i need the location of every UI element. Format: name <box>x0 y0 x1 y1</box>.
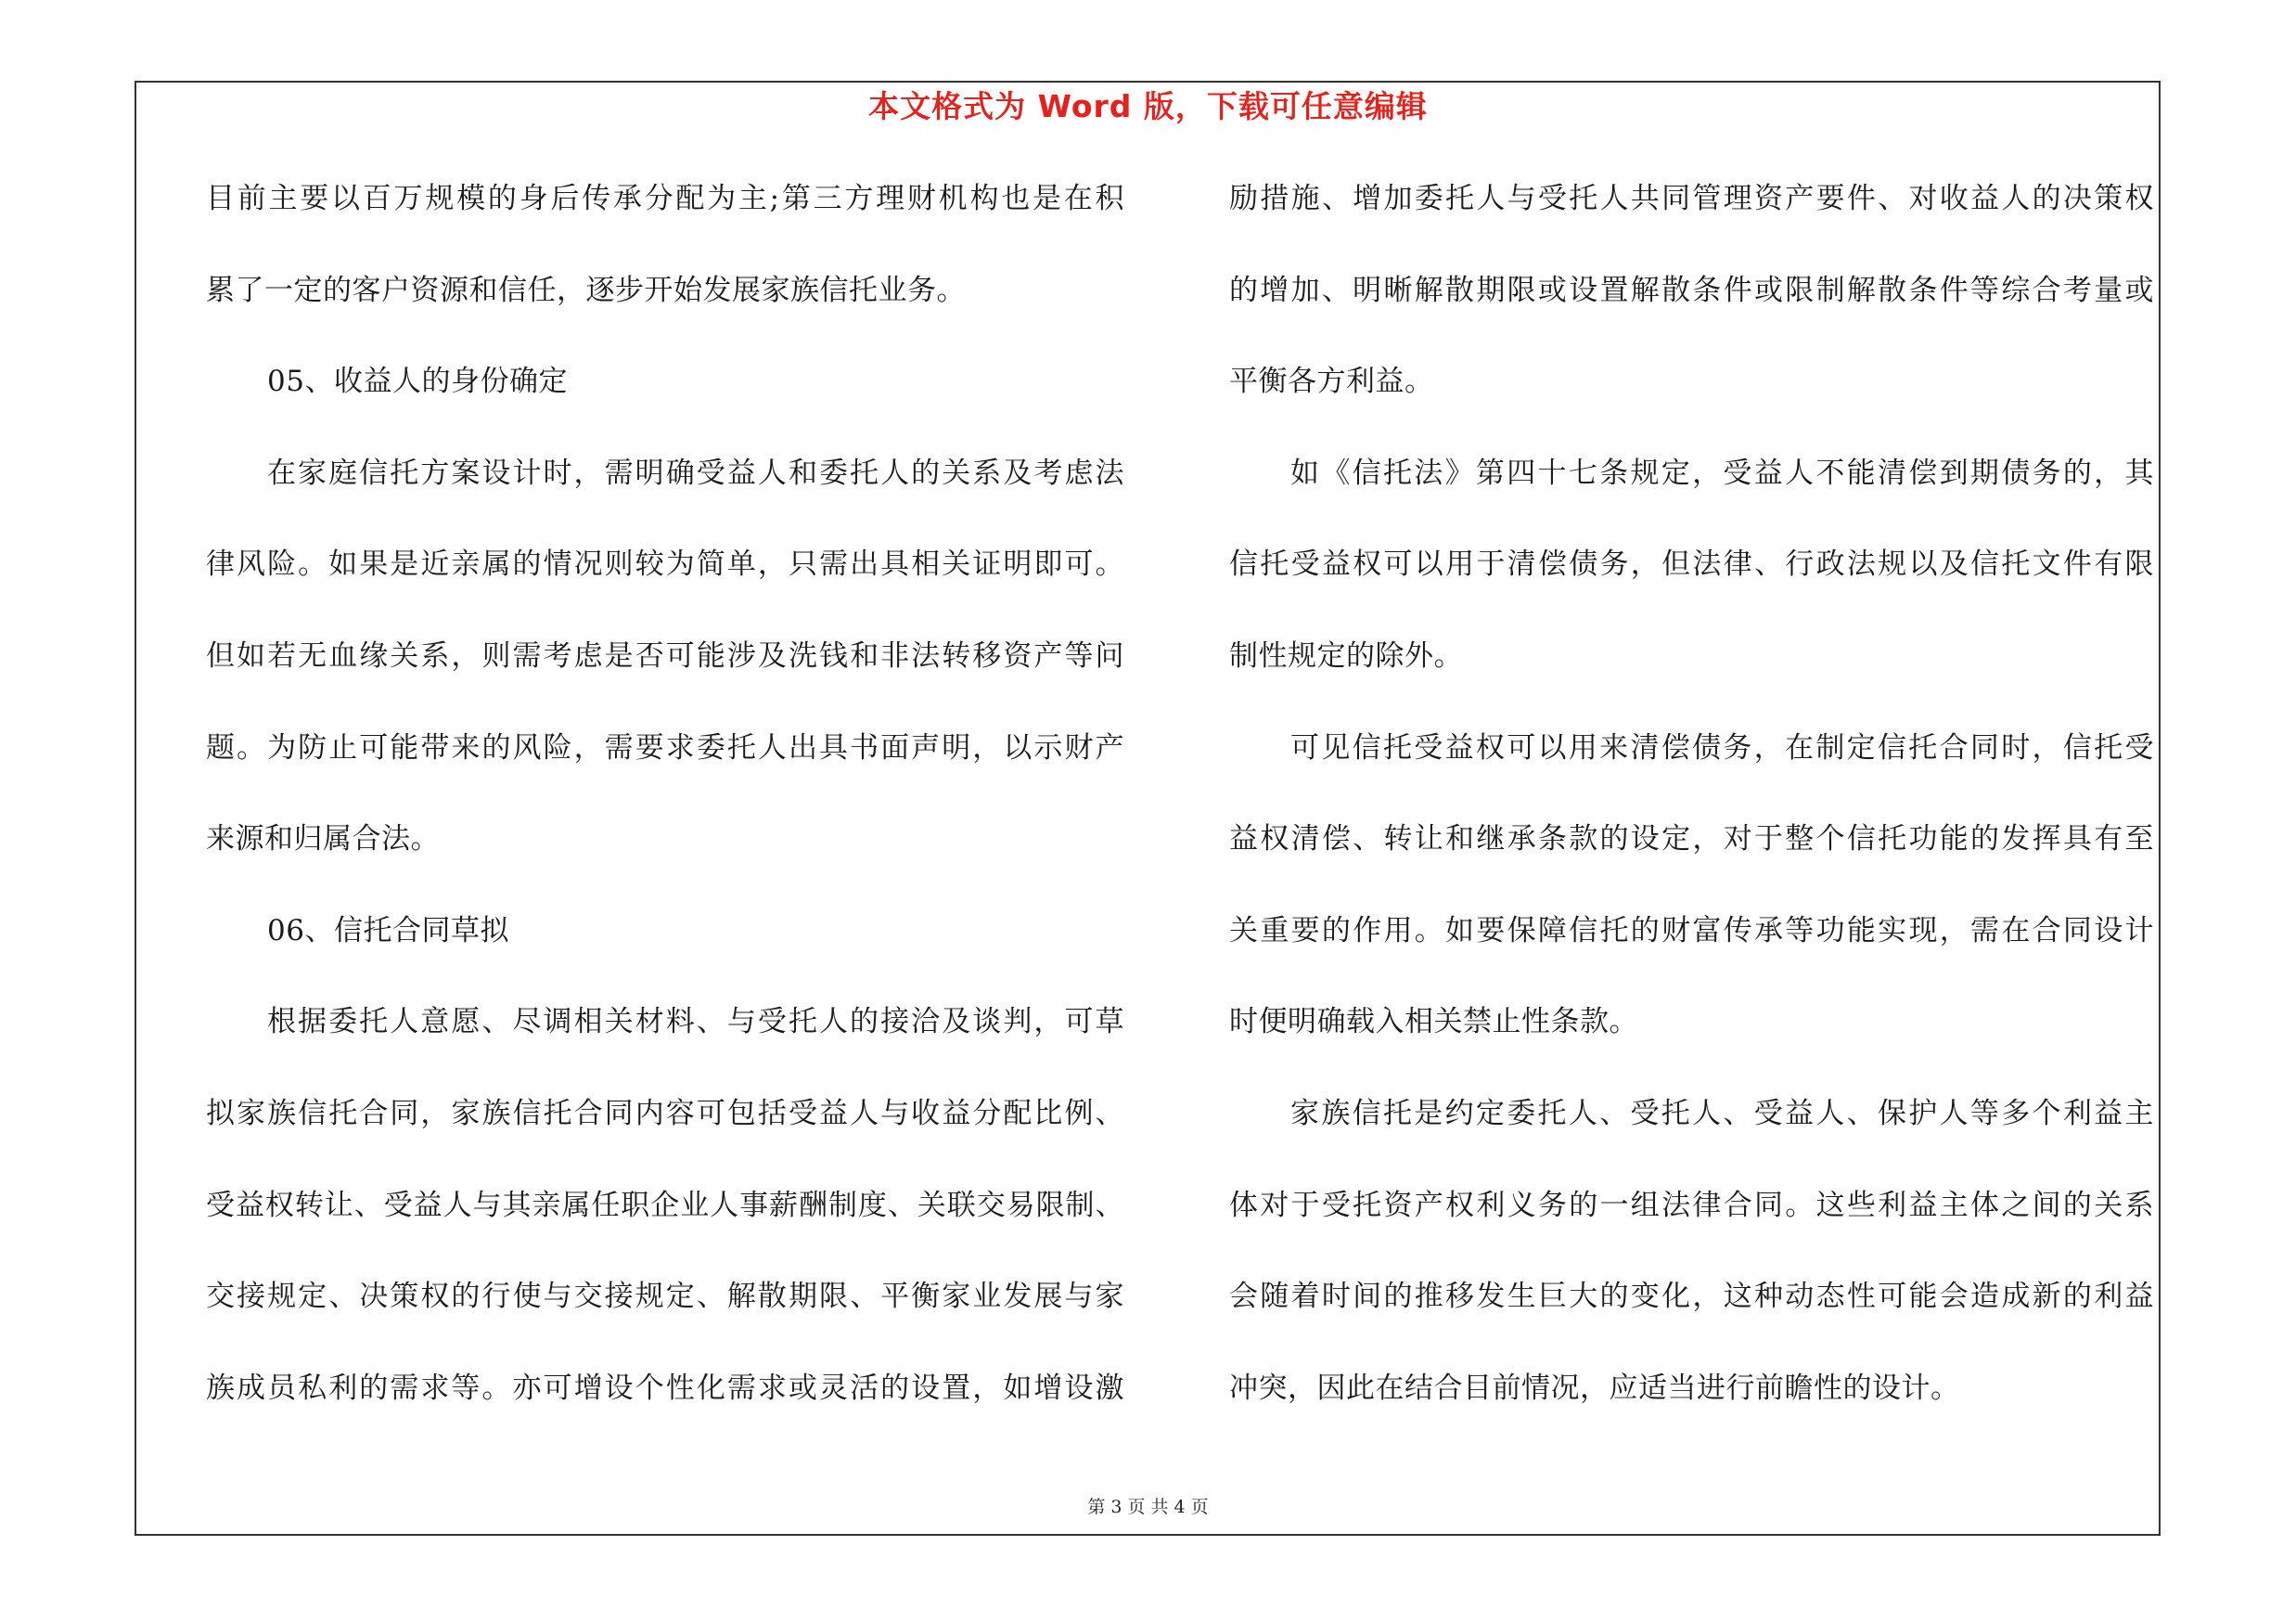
page-number-footer: 第 3 页 共 4 页 <box>1087 1497 1209 1517</box>
text-line: 制性规定的除外。 <box>1229 638 1463 673</box>
text-line: 来源和归属合法。 <box>206 822 440 857</box>
text-line: 会随着时间的推移发生巨大的变化，这种动态性可能会造成新的利益 <box>1229 1280 2154 1314</box>
text-line: 累了一定的客户资源和信任，逐步开始发展家族信托业务。 <box>206 273 966 307</box>
text-line: 在家庭信托方案设计时，需明确受益人和委托人的关系及考虑法 <box>267 456 1124 490</box>
text-line: 受益权转让、受益人与其亲属任职企业人事薪酬制度、关联交易限制、 <box>206 1188 1124 1222</box>
text-line: 时便明确载入相关禁止性条款。 <box>1229 1005 1638 1039</box>
text-line: 但如若无血缘关系，则需考虑是否可能涉及洗钱和非法转移资产等问 <box>206 638 1124 673</box>
left-column <box>206 182 1124 1462</box>
text-line: 可见信托受益权可以用来清偿债务，在制定信托合同时，信托受 <box>1290 730 2154 765</box>
text-line: 冲突，因此在结合目前情况，应适当进行前瞻性的设计。 <box>1229 1371 1960 1405</box>
text-line: 06、信托合同草拟 <box>267 913 509 947</box>
text-line: 根据委托人意愿、尽调相关材料、与受托人的接洽及谈判，可草 <box>267 1005 1124 1039</box>
text-line: 题。为防止可能带来的风险，需要求委托人出具书面声明，以示财产 <box>206 730 1124 765</box>
text-line: 信托受益权可以用于清偿债务，但法律、行政法规以及信托文件有限 <box>1229 547 2154 582</box>
text-line: 体对于受托资产权利义务的一组法律合同。这些利益主体之间的关系 <box>1229 1188 2154 1222</box>
text-line: 05、收益人的身份确定 <box>267 365 568 399</box>
text-line: 目前主要以百万规模的身后传承分配为主;第三方理财机构也是在积 <box>206 182 1124 215</box>
right-column <box>1229 182 2154 1462</box>
text-line: 族成员私利的需求等。亦可增设个性化需求或灵活的设置，如增设激 <box>206 1371 1124 1405</box>
text-line: 如《信托法》第四十七条规定，受益人不能清偿到期债务的，其 <box>1290 456 2154 490</box>
text-line: 平衡各方利益。 <box>1229 365 1434 399</box>
text-line: 益权清偿、转让和继承条款的设定，对于整个信托功能的发挥具有至 <box>1229 822 2154 857</box>
text-line: 拟家族信托合同，家族信托合同内容可包括受益人与收益分配比例、 <box>206 1096 1124 1130</box>
word-format-banner: 本文格式为 Word 版，下载可任意编辑 <box>868 88 1428 124</box>
text-line: 关重要的作用。如要保障信托的财富传承等功能实现，需在合同设计 <box>1229 913 2154 947</box>
text-line: 律风险。如果是近亲属的情况则较为简单，只需出具相关证明即可。 <box>206 547 1124 582</box>
text-line: 家族信托是约定委托人、受托人、受益人、保护人等多个利益主 <box>1290 1096 2154 1130</box>
text-line: 交接规定、决策权的行使与交接规定、解散期限、平衡家业发展与家 <box>206 1280 1124 1314</box>
text-line: 励措施、增加委托人与受托人共同管理资产要件、对收益人的决策权 <box>1229 182 2154 215</box>
text-line: 的增加、明晰解散期限或设置解散条件或限制解散条件等综合考量或 <box>1229 273 2154 307</box>
